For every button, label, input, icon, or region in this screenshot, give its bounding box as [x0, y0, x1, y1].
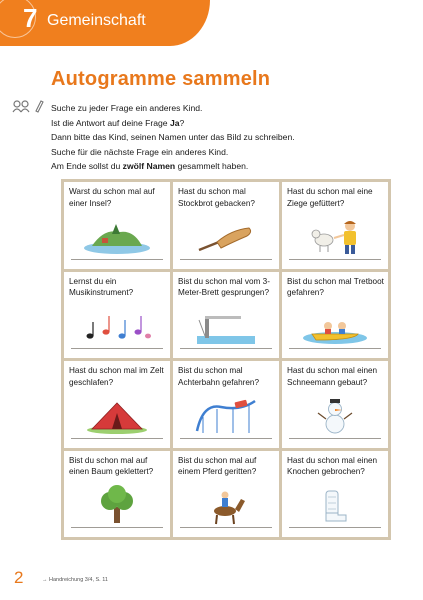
tent-icon: [82, 395, 152, 435]
name-line[interactable]: [71, 438, 163, 439]
grid-cell: [173, 182, 279, 269]
cell-question: Lernst du ein Musikinstrument?: [69, 276, 134, 297]
grid-cell: [64, 182, 170, 269]
page-title: Autogramme sammeln: [51, 68, 271, 90]
page-number: 2: [14, 568, 24, 587]
stick-bread-icon: [191, 216, 261, 256]
grid-cell: [173, 361, 279, 448]
grid-cell: [173, 272, 279, 359]
goat-feeding-icon: [300, 216, 370, 256]
chapter-number: 7: [23, 3, 38, 33]
name-line[interactable]: [180, 527, 272, 528]
island-icon: [82, 216, 152, 256]
instruction-line: Ist die Antwort auf deine Frage Ja?: [51, 117, 185, 128]
name-line[interactable]: [289, 438, 381, 439]
chapter-title: Gemeinschaft: [47, 12, 146, 29]
grid-cell: [64, 361, 170, 448]
instructions: [51, 101, 391, 174]
snowman-icon: [300, 395, 370, 435]
grid-cell: [64, 272, 170, 359]
music-notes-icon: [82, 306, 152, 346]
chapter-tab: [0, 0, 210, 46]
cell-question: Hast du schon mal einen Knochen gebrochen?: [287, 455, 378, 476]
horse-rider-icon: [191, 485, 261, 525]
name-line[interactable]: [71, 348, 163, 349]
cell-question: Bist du schon mal Achterbahn gefahren?: [178, 366, 260, 387]
partner-work-icon: [12, 99, 46, 113]
pedal-boat-icon: [300, 306, 370, 346]
cell-question: Warst du schon mal auf einer Insel?: [69, 187, 155, 208]
cell-question: Hast du schon mal eine Ziege gefüttert?: [287, 187, 373, 208]
name-line[interactable]: [71, 259, 163, 260]
name-line[interactable]: [180, 259, 272, 260]
cell-question: Hast du schon mal im Zelt geschlafen?: [69, 366, 164, 387]
grid-cell: [282, 451, 388, 538]
grid-cell: [282, 272, 388, 359]
grid-cell: [282, 182, 388, 269]
cell-question: Bist du schon mal vom 3-Meter-Brett gesprungen?: [178, 276, 270, 297]
footer-reference: → Handreichung 3/4, S. 11: [42, 577, 108, 583]
name-line[interactable]: [289, 527, 381, 528]
cell-question: Bist du schon mal auf einem Pferd geritten?: [178, 455, 257, 476]
cell-question: Bist du schon mal Tretboot gefahren?: [287, 276, 384, 297]
name-line[interactable]: [180, 438, 272, 439]
instruction-line: Dann bitte das Kind, seinen Namen unter das Bild zu schreiben.: [51, 132, 295, 143]
cell-question: Hast du schon mal einen Schneemann gebaut?: [287, 366, 378, 387]
grid-cell: [173, 451, 279, 538]
cast-leg-icon: [300, 485, 370, 525]
autograph-grid: [61, 179, 391, 540]
diving-board-icon: [191, 306, 261, 346]
cell-question: Bist du schon mal auf einen Baum geklettert?: [69, 455, 154, 476]
instruction-line: Suche für die nächste Frage ein anderes Kind.: [51, 146, 229, 157]
name-line[interactable]: [289, 259, 381, 260]
name-line[interactable]: [289, 348, 381, 349]
instruction-line: Am Ende sollst du zwölf Namen gesammelt haben.: [51, 161, 249, 172]
grid-cell: [64, 451, 170, 538]
roller-coaster-icon: [191, 395, 261, 435]
tree-icon: [82, 485, 152, 525]
cell-question: Hast du schon mal Stockbrot gebacken?: [178, 187, 255, 208]
name-line[interactable]: [71, 527, 163, 528]
grid-cell: [282, 361, 388, 448]
name-line[interactable]: [180, 348, 272, 349]
instruction-line: Suche zu jeder Frage ein anderes Kind.: [51, 103, 203, 113]
